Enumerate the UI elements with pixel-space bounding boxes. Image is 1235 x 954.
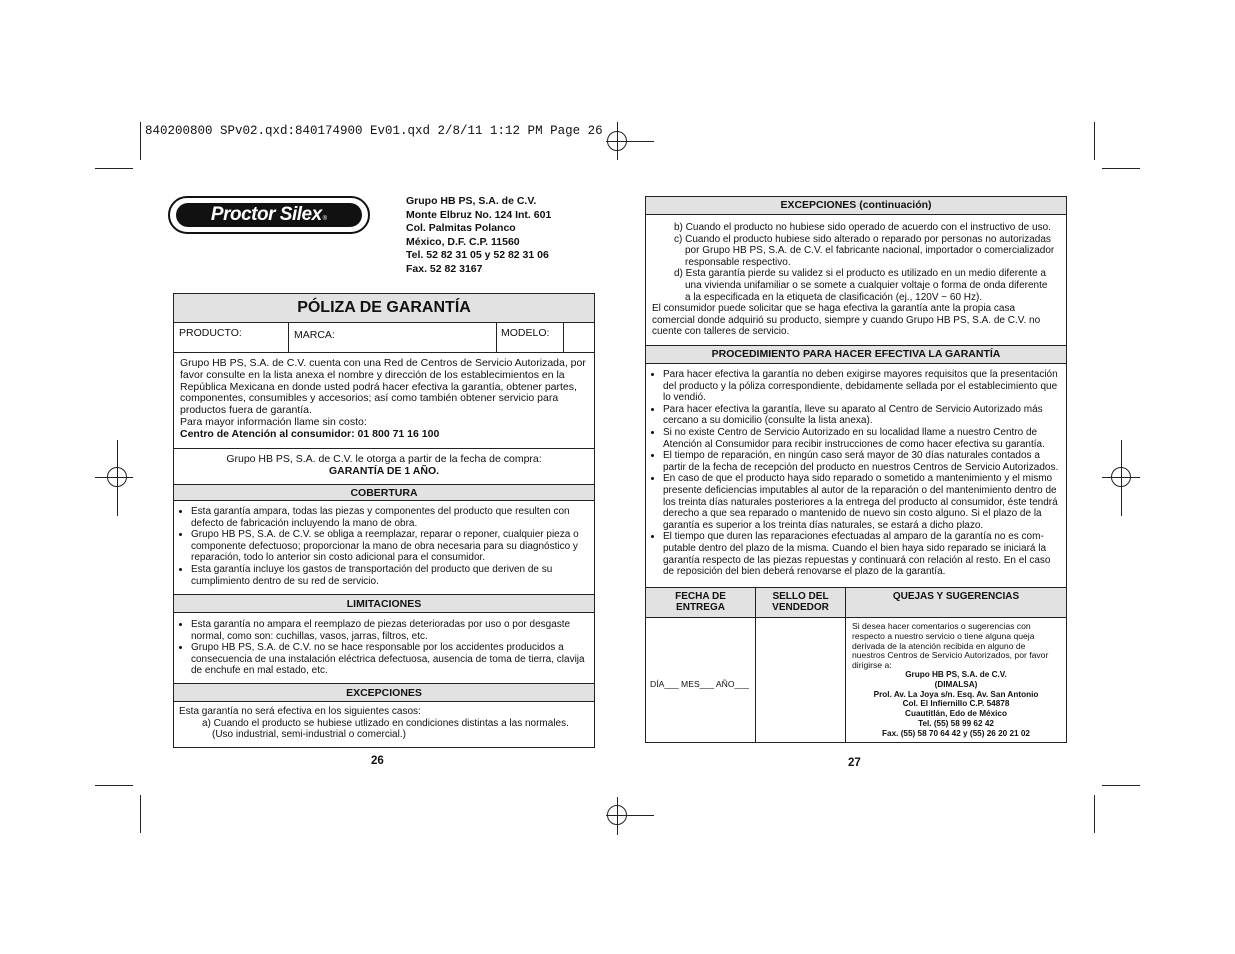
list-item: • Para hacer efectiva la garantía no deben exigirse mayores requisitos que la presentación del producto y la póliza correspondiente, debidamente sellada por el establecimiento que lo vendió.	[663, 369, 1060, 404]
list-item: • Para hacer efectiva la garantía, lleve su aparato al Centro de Servicio Autorizado más cercano a su domicilio (consulte la lista anexa).	[663, 404, 1060, 427]
exc-line: a la especificada en la etiqueta de clasificación (ej., 120V ~ 60 Hz).	[685, 291, 983, 303]
limitaciones-header: LIMITACIONES	[174, 594, 594, 613]
warranty-form-continued	[645, 196, 1067, 743]
address-line: Fax. 52 82 3167	[406, 262, 483, 275]
list-item: • Grupo HB PS, S.A. de C.V. no se hace responsable por los accidentes producidos a consecuencia de una instalación eléctrica defectuosa, ausencia de toma de tierra, clavija de enchufe en mal estado, etc.	[191, 642, 588, 677]
procedimiento-list	[646, 363, 1066, 593]
exc-cont-header: EXCEPCIONES (continuación)	[646, 197, 1066, 215]
exc-line: c) Cuando el producto hubiese sido alterado o reparado por personas no autorizadas	[674, 233, 1051, 245]
list-item: • Esta garantía incluye los gastos de transportación del producto que deriven de su cumplimiento dentro de su red de servicio.	[191, 564, 588, 587]
excepciones-a-cont: (Uso industrial, semi-industrial o comercial.)	[212, 729, 406, 741]
exc-cont-section	[646, 215, 1066, 351]
exc-line: una vivienda unifamiliar o se somete a cualquier voltaje o forma de onda diferente	[685, 279, 1048, 291]
dimalsa-address: Grupo HB PS, S.A. de C.V. (DIMALSA) Prol. Av. La Joya s/n. Esq. Av. San Antonio Col. El Infiernillo C.P. 54878 Cuautitlán, Edo de México Tel. (55) 58 99 62 42 Fax. (55) 58 70 64 42 y (55) 26 20 21 02	[873, 670, 1039, 738]
quejas-text: Si desea hacer comentarios o sugerencias con respecto a nuestro servicio o tiene alguna queja derivada de la atención recibida en alguno de nuestros Centros de Servicio Autorizados, por favor dirigirse a:	[852, 621, 1049, 671]
col-fecha: FECHA DE ENTREGA	[675, 591, 726, 613]
title-bar	[174, 294, 594, 322]
brand-logo: Proctor Silex ®	[168, 196, 370, 234]
cobertura-header: COBERTURA	[174, 484, 594, 501]
address-line: Tel. 52 82 31 05 y 52 82 31 06	[406, 249, 549, 261]
address-line: Col. Palmitas Polanco	[406, 222, 516, 234]
list-item: • Esta garantía ampara, todas las piezas y componentes del producto que resulten con defecto de fabricación incluyendo la mano de obra.	[191, 506, 588, 529]
excepciones-section	[174, 701, 594, 751]
exc-line: responsable respectivo.	[685, 256, 791, 268]
intro-section	[174, 352, 594, 453]
exc-line: d) Esta garantía pierde su validez si el producto es utilizado en un medio diferente a	[674, 268, 1046, 280]
procedimiento-header: PROCEDIMIENTO PARA HACER EFECTIVA LA GARANTÍA	[646, 345, 1066, 364]
producto-label: PRODUCTO:	[179, 327, 242, 339]
warranty-form	[173, 293, 595, 748]
cobertura-list	[174, 500, 594, 600]
grant-line: Grupo HB PS, S.A. de C.V. le otorga a partir de la fecha de compra:	[226, 453, 542, 465]
company-address	[406, 195, 551, 276]
list-item: • En caso de que el producto haya sido reparado o sometido a mantenimiento y el mismo presente deficiencias imputables al autor de la reparación o del mantenimiento dentro de los treinta días naturales posteriores a la entrega del producto al consumidor, éste tendrá derecho a que sea reparado o mantenido de nuevo sin costo alguno. Si el plazo de la garantía es superior a los treinta días naturales, se estará a dicho plazo.	[663, 473, 1060, 531]
address-line: México, D.F. C.P. 11560	[406, 235, 520, 248]
grant-bold: GARANTÍA DE 1 AÑO.	[328, 465, 440, 477]
excepciones-intro: Esta garantía no será efectiva en los siguientes casos:	[179, 706, 421, 717]
list-item: • Esta garantía no ampara el reemplazo de piezas deterioradas por uso o por desgaste normal, como son: cuchillas, vasos, jarras, filtros, etc.	[191, 619, 588, 642]
list-item: • Si no existe Centro de Servicio Autorizado en su localidad llame a nuestro Centro de Atención al Consumidor para recibir instrucciones de como hacer efectiva su garantía.	[663, 427, 1060, 450]
excepciones-header: EXCEPCIONES	[174, 683, 594, 702]
exc-consumer: El consumidor puede solicitar que se haga efectiva la garantía ante la propia casa comercial donde adquirió su producto, siempre y cuando Grupo HB PS, S.A. de C.V. no cuente con talleres de servicio.	[652, 303, 1041, 338]
grant-section	[174, 448, 594, 489]
address-line: Grupo HB PS, S.A. de C.V.	[406, 195, 537, 207]
intro-center: Centro de Atención al consumidor: 01 800 71 16 100	[180, 427, 440, 440]
page-number-right: 27	[848, 757, 861, 769]
page-number-left: 26	[371, 755, 384, 767]
date-line: DÍA___ MES___ AÑO___	[650, 679, 749, 689]
page-title: PÓLIZA DE GARANTÍA	[297, 299, 471, 316]
list-item: • El tiempo de reparación, en ningún caso será mayor de 30 días naturales contados a partir de la fecha de recepción del producto en nuestros Centros de Servicio Autorizados.	[663, 450, 1060, 473]
receipt-table	[646, 587, 1066, 742]
excepciones-a: a) Cuando el producto se hubiese utlizado en condiciones distintas a las normales.	[202, 717, 569, 729]
col-quejas: QUEJAS Y SUGERENCIAS	[892, 591, 1020, 602]
list-item: • El tiempo que duren las reparaciones efectuadas al amparo de la garantía no es com-putable dentro del plazo de la misma. Cuando el bien haya sido reparado se iniciará la garantía respecto de las piezas repuestas y continuará con relación al resto. En el caso de reposición del bien deberá renovarse el plazo de la garantía.	[663, 531, 1060, 577]
address-line: Monte Elbruz No. 124 Int. 601	[406, 208, 552, 221]
product-fields-row	[174, 322, 594, 353]
intro-call: Para mayor información llame sin costo:	[180, 415, 367, 428]
print-slug: 840200800 SPv02.qxd:840174900 Ev01.qxd 2/8/11 1:12 PM Page 26	[145, 124, 603, 138]
col-sello: SELLO DEL VENDEDOR	[772, 591, 829, 613]
intro-text: Grupo HB PS, S.A. de C.V. cuenta con una Red de Centros de Servicio Autorizada, por favor consulte en la lista anexa el nombre y dirección de los establecimientos en la República Mexicana en donde usted podrá hacer efectiva la garantía, obtener partes, componentes, consumibles y accesorios; así como también obtener servicio para productos fuera de garantía.	[180, 357, 586, 417]
list-item: • Grupo HB PS, S.A. de C.V. se obliga a reemplazar, reparar o reponer, cualquier pieza o componente defectuoso; proporcionar la mano de obra necesaria para su diagnóstico y reparación, todo lo anterior sin costo adicional para el consumidor.	[191, 529, 588, 564]
exc-line: por Grupo HB PS, S.A. de C.V. el fabricante nacional, importador o comercializador	[685, 245, 1055, 257]
exc-line: b) Cuando el producto no hubiese sido operado de acuerdo con el instructivo de uso.	[674, 222, 1051, 233]
limitaciones-list	[174, 612, 594, 690]
modelo-label: MODELO:	[501, 327, 550, 339]
marca-label: MARCA:	[294, 329, 335, 341]
